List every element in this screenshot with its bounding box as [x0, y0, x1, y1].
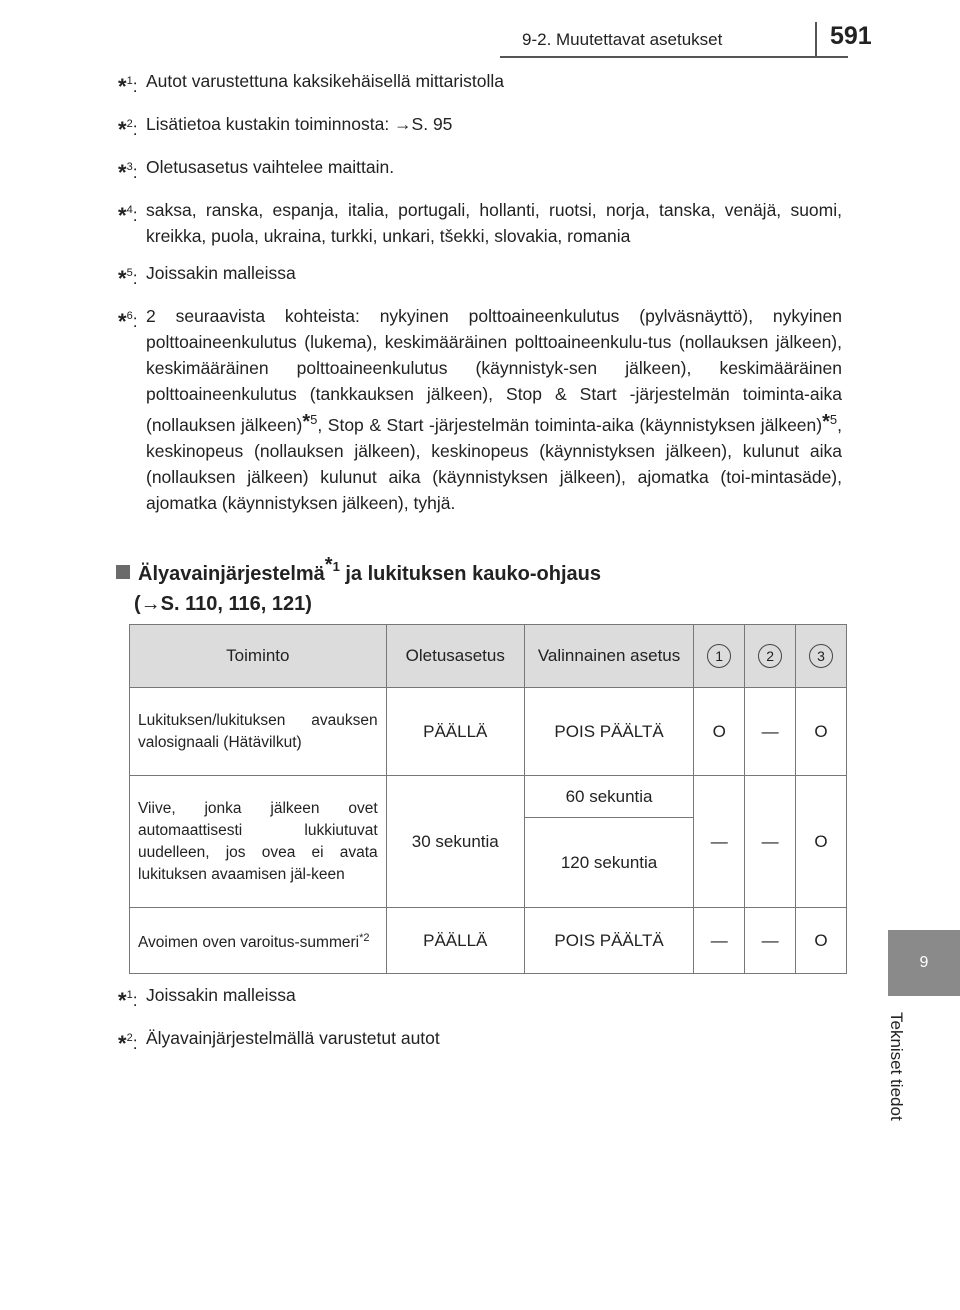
table-row: [130, 776, 847, 818]
note-item: [118, 68, 842, 100]
chapter-label-text: Tekniset tiedot: [887, 1012, 906, 1121]
chapter-label: [887, 1012, 936, 1202]
col-header: Toiminto: [130, 625, 387, 688]
footnote-item: [118, 982, 842, 1014]
note-marker: *$^2$:: [118, 1031, 138, 1056]
note-text: Autot varustettuna kaksikehäisellä mittaristolla: [146, 71, 504, 91]
col-header: [694, 625, 745, 688]
header-rule: [500, 56, 848, 58]
circled-number-icon: 3: [809, 644, 833, 668]
footnotes-list: [118, 982, 842, 1068]
cell-default: 30 sekuntia: [386, 776, 524, 908]
cell-c3: O: [796, 776, 847, 908]
circled-number-icon: 1: [707, 644, 731, 668]
section-heading: Älyavainjärjestelmä$^{*1}$ ja lukituksen kauko-ohjaus (→S. 110, 116, 121): [116, 550, 816, 619]
cell-c2: —: [745, 688, 796, 776]
cell-option: POIS PÄÄLTÄ: [524, 908, 693, 974]
circled-number-icon: 2: [758, 644, 782, 668]
settings-table: [129, 624, 847, 974]
cell-c3: O: [796, 908, 847, 974]
note-item: [118, 197, 842, 249]
cell-function: Viive, jonka jälkeen ovet automaattisesti lukkiutuvat uudelleen, jos ovea ei avata lukituksen avaamisen jäl-keen: [130, 776, 387, 908]
cell-option: 120 sekuntia: [524, 818, 693, 908]
section-title: 9-2. Muutettavat asetukset: [522, 30, 723, 49]
chapter-tab[interactable]: 9: [888, 930, 960, 996]
col-header: Oletusasetus: [386, 625, 524, 688]
note-marker: *$^6$:: [118, 309, 138, 334]
page-header: [0, 0, 960, 60]
note-marker: *$^4$:: [118, 203, 138, 228]
cell-c1: O: [694, 688, 745, 776]
cell-option: POIS PÄÄLTÄ: [524, 688, 693, 776]
col-header: [745, 625, 796, 688]
cell-c1: —: [694, 908, 745, 974]
cell-default: PÄÄLLÄ: [386, 908, 524, 974]
cell-c2: —: [745, 908, 796, 974]
note-marker: *$^1$:: [118, 74, 138, 99]
col-header: Valinnainen asetus: [524, 625, 693, 688]
note-marker: *$^1$:: [118, 988, 138, 1013]
notes-list: [118, 68, 842, 527]
note-item: [118, 154, 842, 186]
cell-option: 60 sekuntia: [524, 776, 693, 818]
cell-c1: —: [694, 776, 745, 908]
cell-default: PÄÄLLÄ: [386, 688, 524, 776]
note-text: 2 seuraavista kohteista: nykyinen polttoaineenkulutus (pylväsnäyttö), nykyinen polttoaineenkulutus (lukema), keskimääräinen polttoaineenkulu-tus (nollauksen jälkeen), keskimääräinen polttoaineenkulutus (käynnistyk-sen jälkeen), keskimääräinen polttoaineenkulutus (tankkauksen jälkeen), Stop & Start -järjestelmän toiminta-aika (nollauksen jälkeen)$^{*5}$, Stop & Start -järjestelmän toiminta-aika (käynnistyksen jälkeen)$^{*5}$, keskinopeus (nollauksen jälkeen), keskinopeus (käynnistyksen jälkeen), kulunut aika (nollauksen jälkeen) kulunut aika (käynnistyksen jälkeen), ajomatka (toi-mintasäde), ajomatka (käynnistyksen jälkeen), tyhjä.: [146, 306, 842, 513]
note-item: [118, 260, 842, 292]
note-marker: *$^2$:: [118, 117, 138, 142]
table-header-row: [130, 625, 847, 688]
cell-c2: —: [745, 776, 796, 908]
note-marker: *$^5$:: [118, 266, 138, 291]
header-divider: [815, 22, 817, 56]
note-text: Oletusasetus vaihtelee maittain.: [146, 157, 395, 177]
note-text: Lisätietoa kustakin toiminnosta: →S. 95: [146, 114, 453, 134]
note-text: Joissakin malleissa: [146, 263, 296, 283]
note-item: [118, 303, 842, 516]
footnote-item: [118, 1025, 842, 1057]
note-text: Joissakin malleissa: [146, 985, 296, 1005]
note-item: [118, 111, 842, 143]
cell-function: Avoimen oven varoitus-summeri$^{*2}$: [130, 908, 387, 974]
table-row: [130, 908, 847, 974]
note-text: saksa, ranska, espanja, italia, portugali, hollanti, ruotsi, norja, tanska, venäjä, suomi, kreikka, puola, ukraina, turkki, unkari, tšekki, slovakia, romania: [146, 200, 842, 246]
table-row: [130, 688, 847, 776]
page-number: 591: [830, 22, 872, 50]
col-header: [796, 625, 847, 688]
note-text: Älyavainjärjestelmällä varustetut autot: [146, 1028, 440, 1048]
cell-c3: O: [796, 688, 847, 776]
bullet-square-icon: [116, 565, 130, 579]
note-marker: *$^3$:: [118, 160, 138, 185]
cell-function: Lukituksen/lukituksen avauksen valosignaali (Hätävilkut): [130, 688, 387, 776]
